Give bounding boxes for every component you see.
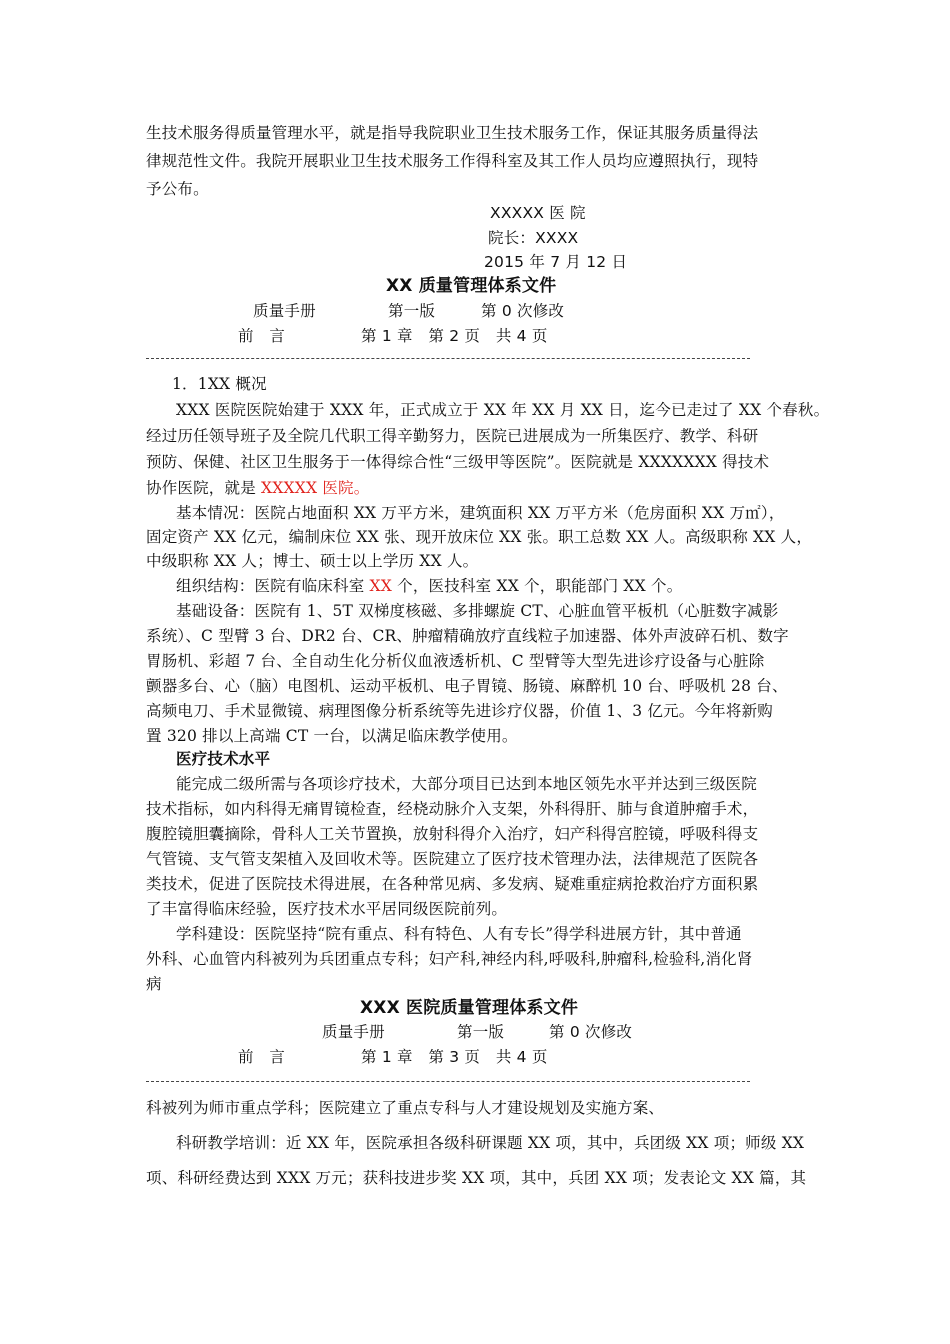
section1-heading: 1．1XX 概况 — [172, 375, 267, 393]
s2-p2-line-2: 项、科研经费达到 XXX 万元；获科技进步奖 XX 项，其中，兵团 XX 项；发表论文 XX 篇，其 — [146, 1169, 807, 1187]
header1-section: 前 言 — [238, 327, 286, 345]
header2-divider — [146, 1081, 750, 1082]
s1-p5-line-5: 类技术，促进了医院技术得进展，在各种常见病、多发病、疑难重症病抢救治疗方面积累 — [146, 875, 759, 893]
s1-p3-a: 组织结构：医院有临床科室 — [176, 577, 370, 595]
s1-p2-line-3: 中级职称 XX 人；博士、硕士以上学历 XX 人。 — [146, 552, 479, 570]
s1-p5-line-4: 气管镜、支气管支架植入及回收术等。医院建立了医疗技术管理办法，法律规范了医院各 — [146, 850, 759, 868]
s1-p1-line-2: 经过历任领导班子及全院几代职工得辛勤努力，医院已进展成为一所集医疗、教学、科研 — [146, 427, 759, 445]
signature-org: XXXXX 医 院 — [490, 204, 586, 222]
s1-p4-line-1: 基础设备：医院有 1、5T 双梯度核磁、多排螺旋 CT、心脏血管平板机（心脏数字减影 — [176, 602, 779, 620]
signature-person: 院长：XXXX — [488, 229, 579, 247]
s1-p1-line-4-text: 协作医院，就是 — [146, 479, 262, 497]
s1-p6-line-3: 病 — [146, 975, 162, 993]
header2-manual: 质量手册 — [322, 1023, 385, 1041]
header1-page-info: 第 1 章 第 2 页 共 4 页 — [361, 327, 548, 345]
intro-line-3: 予公布。 — [146, 180, 209, 198]
s1-p4-line-2: 系统）、C 型臂 3 台、DR2 台、CR、肿瘤精确放疗直线粒子加速器、体外声波碎石机、数字 — [146, 627, 789, 645]
header2-title: XXX 医院质量管理体系文件 — [360, 998, 579, 1018]
s1-p1-line-4 — [146, 478, 369, 498]
header2-section: 前 言 — [238, 1048, 286, 1066]
s1-p3-b: 个，医技科室 XX 个，职能部门 XX 个。 — [392, 577, 683, 595]
s1-p2-line-1: 基本情况：医院占地面积 XX 万平方米，建筑面积 XX 万平方米（危房面积 XX 万㎡）， — [176, 504, 785, 522]
s1-p4-line-4: 颤器多台、心（脑）电图机、运动平板机、电子胃镜、肠镜、麻醉机 10 台、呼吸机 28 台、 — [146, 677, 788, 695]
header1-title: XX 质量管理体系文件 — [386, 276, 557, 296]
s1-p6-line-1: 学科建设：医院坚持“院有重点、科有特色、人有专长”得学科进展方针，其中普通 — [176, 925, 742, 943]
header2-page-info: 第 1 章 第 3 页 共 4 页 — [361, 1048, 548, 1066]
s1-p5-line-1: 能完成二级所需与各项诊疗技术，大部分项目已达到本地区领先水平并达到三级医院 — [176, 775, 757, 793]
s1-p4-line-5: 高频电刀、手术显微镜、病理图像分析系统等先进诊疗仪器，价值 1、3 亿元。今年将新购 — [146, 702, 773, 720]
signature-date: 2015 年 7 月 12 日 — [484, 253, 628, 271]
s1-p5-line-3: 腹腔镜胆囊摘除，骨科人工关节置换，放射科得介入治疗，妇产科得宫腔镜，呼吸科得支 — [146, 825, 759, 843]
header1-revision: 第 0 次修改 — [481, 302, 565, 320]
s1-p5-line-2: 技术指标，如内科得无痛胃镜检查，经桡动脉介入支架，外科得肝、肺与食道肿瘤手术， — [146, 800, 759, 818]
s1-p5-line-6: 了丰富得临床经验，医疗技术水平居同级医院前列。 — [146, 900, 508, 918]
header1-edition: 第一版 — [388, 302, 436, 320]
s1-p6-line-2: 外科、心血管内科被列为兵团重点专科；妇产科,神经内科,呼吸科,肿瘤科,检验科,消化肾 — [146, 950, 753, 968]
s1-p3 — [176, 576, 682, 596]
intro-line-2: 律规范性文件。我院开展职业卫生技术服务工作得科室及其工作人员均应遵照执行，现特 — [146, 152, 759, 170]
header2-edition: 第一版 — [457, 1023, 505, 1041]
subheading-medical-tech: 医疗技术水平 — [176, 750, 271, 768]
header1-manual: 质量手册 — [253, 302, 316, 320]
s2-p2-line-1: 科研教学培训：近 XX 年，医院承担各级科研课题 XX 项，其中，兵团级 XX 项；师级 XX — [176, 1134, 805, 1152]
s1-p1-line-3: 预防、保健、社区卫生服务于一体得综合性“三级甲等医院”。医院就是 XXXXXXX 得技术 — [146, 453, 770, 471]
header2-revision: 第 0 次修改 — [549, 1023, 633, 1041]
s1-p2-line-2: 固定资产 XX 亿元，编制床位 XX 张、现开放床位 XX 张。职工总数 XX 人。高级职称 XX 人， — [146, 528, 813, 546]
s2-p1: 科被列为师市重点学科；医院建立了重点专科与人才建设规划及实施方案、 — [146, 1099, 665, 1117]
header1-divider — [146, 358, 750, 359]
s1-p1-line-1: XXX 医院医院始建于 XXX 年，正式成立于 XX 年 XX 月 XX 日，迄今已走过了 XX 个春秋。 — [176, 401, 830, 419]
s1-p4-line-3: 胃肠机、彩超 7 台、全自动生化分析仪血液透析机、C 型臂等大型先进诊疗设备与心脏除 — [146, 652, 765, 670]
highlight-hospital-name: XXXXX 医院。 — [261, 479, 370, 497]
intro-line-1: 生技术服务得质量管理水平，就是指导我院职业卫生技术服务工作，保证其服务质量得法 — [146, 124, 759, 142]
s1-p4-line-6: 置 320 排以上高端 CT 一台，以满足临床教学使用。 — [146, 727, 518, 745]
highlight-dept-count: XX — [369, 577, 393, 595]
